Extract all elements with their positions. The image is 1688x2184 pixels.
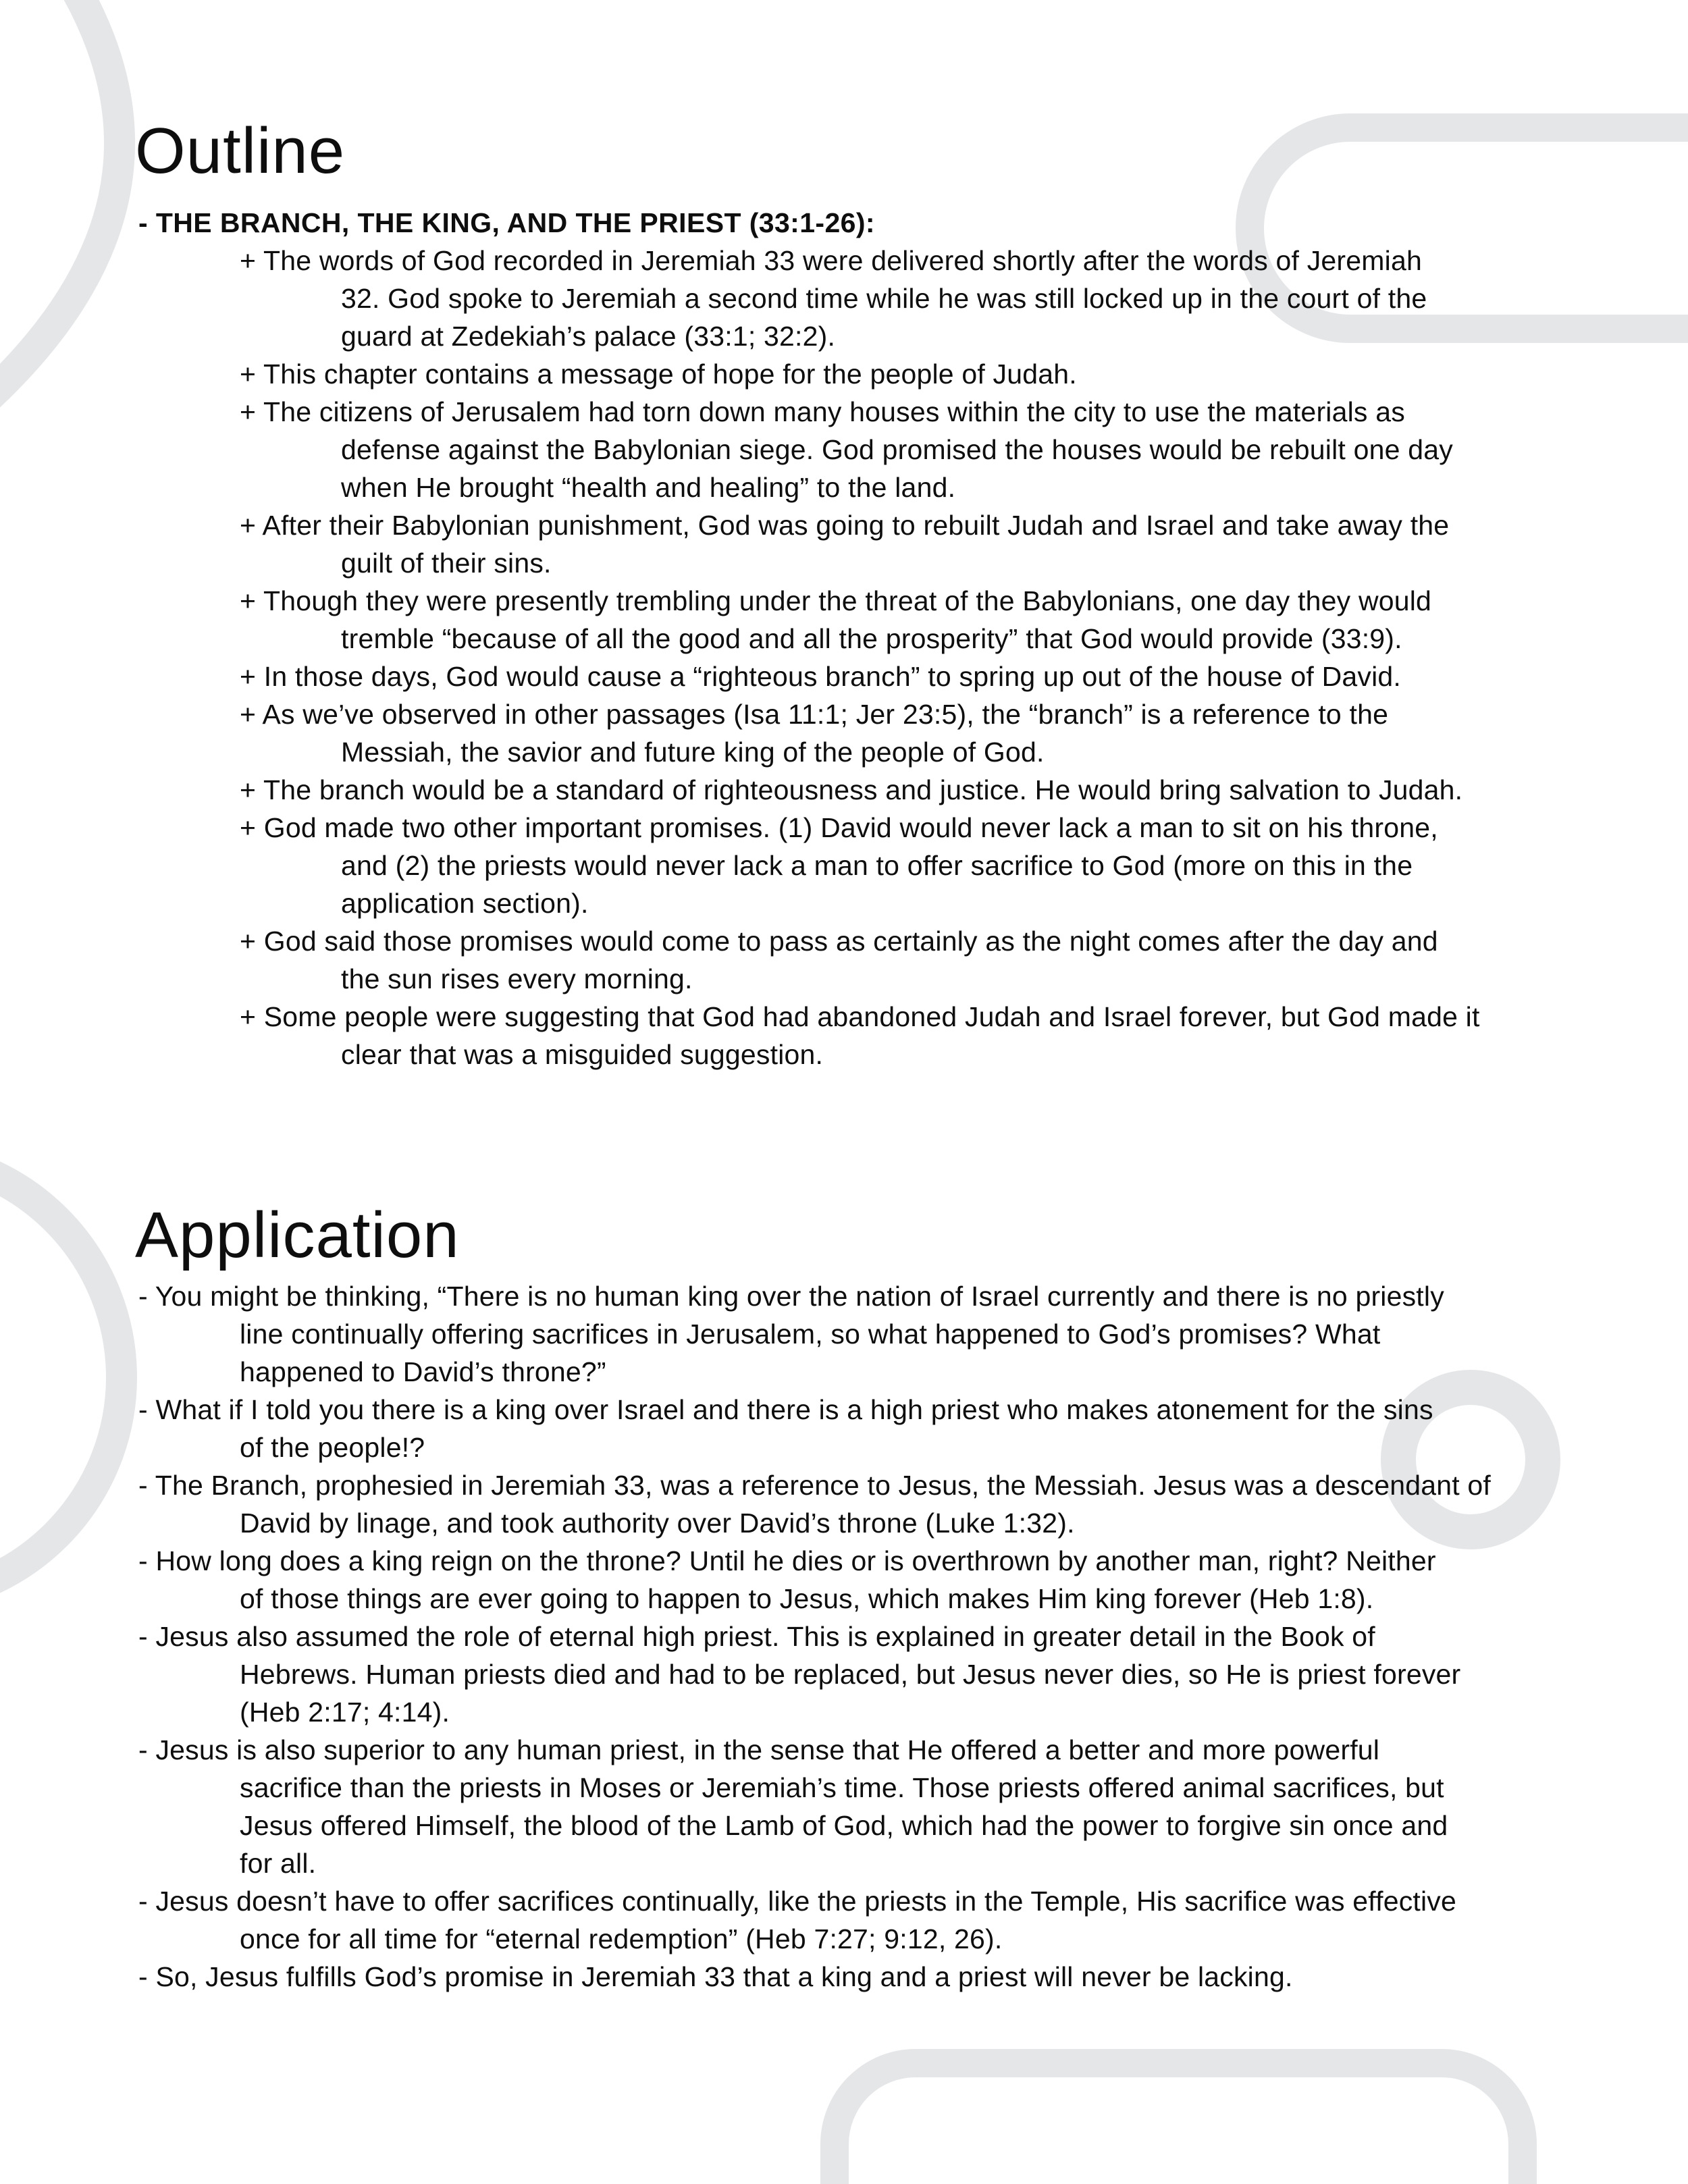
text-line: Hebrews. Human priests died and had to be replaced, but Jesus never dies, so He is priest forever [240, 1659, 1461, 1690]
outline-title: Outline [135, 115, 346, 187]
text-line: - You might be thinking, “There is no human king over the nation of Israel currently and there is no priestly [138, 1281, 1444, 1312]
application-title: Application [135, 1199, 460, 1271]
text-line: when He brought “health and healing” to the land. [341, 472, 956, 503]
text-line: and (2) the priests would never lack a man to offer sacrifice to God (more on this in the [341, 850, 1413, 881]
text-line: line continually offering sacrifices in Jerusalem, so what happened to God’s promises? What [240, 1319, 1381, 1350]
text-line: - How long does a king reign on the throne? Until he dies or is overthrown by another man, right? Neither [138, 1545, 1436, 1576]
text-line: happened to David’s throne?” [240, 1356, 606, 1387]
text-line: David by linage, and took authority over David’s throne (Luke 1:32). [240, 1508, 1075, 1539]
text-line: tremble “because of all the good and all the prosperity” that God would provide (33:9). [341, 623, 1402, 654]
text-line: guilt of their sins. [341, 548, 552, 579]
text-line: application section). [341, 888, 589, 919]
text-line: + God made two other important promises. (1) David would never lack a man to sit on his throne, [240, 812, 1438, 843]
text-line: once for all time for “eternal redemption” (Heb 7:27; 9:12, 26). [240, 1923, 1003, 1954]
text-line: + Some people were suggesting that God had abandoned Judah and Israel forever, but God made it [240, 1001, 1480, 1032]
text-line: - The Branch, prophesied in Jeremiah 33, was a reference to Jesus, the Messiah. Jesus was a descendant of [138, 1470, 1491, 1501]
text-line: - Jesus also assumed the role of eternal high priest. This is explained in greater detail in the Book of [138, 1621, 1375, 1652]
text-line: sacrifice than the priests in Moses or Jeremiah’s time. Those priests offered animal sacrifices, but [240, 1772, 1444, 1803]
text-line: - Jesus doesn’t have to offer sacrifices continually, like the priests in the Temple, His sacrifice was effective [138, 1886, 1457, 1917]
text-line: + After their Babylonian punishment, God was going to rebuilt Judah and Israel and take away the [240, 510, 1450, 541]
text-line: + In those days, God would cause a “righteous branch” to spring up out of the house of David. [240, 661, 1401, 692]
text-line: for all. [240, 1848, 317, 1879]
text-line: 32. God spoke to Jeremiah a second time while he was still locked up in the court of the [341, 283, 1427, 314]
text-line: - So, Jesus fulfills God’s promise in Jeremiah 33 that a king and a priest will never be lacking. [138, 1961, 1293, 1992]
text-line: + The citizens of Jerusalem had torn down many houses within the city to use the materials as [240, 396, 1405, 427]
text-line: clear that was a misguided suggestion. [341, 1039, 824, 1070]
text-line: Jesus offered Himself, the blood of the Lamb of God, which had the power to forgive sin once and [240, 1810, 1448, 1841]
text-line: + God said those promises would come to pass as certainly as the night comes after the day and [240, 926, 1438, 957]
text-line: + As we’ve observed in other passages (Isa 11:1; Jer 23:5), the “branch” is a reference to the [240, 699, 1389, 730]
outline-lines-list [138, 242, 1597, 1073]
text-line: of the people!? [240, 1432, 425, 1463]
application-lines-list [138, 1277, 1597, 1996]
text-line: defense against the Babylonian siege. God promised the houses would be rebuilt one day [341, 434, 1453, 465]
text-line: Messiah, the savior and future king of the people of God. [341, 737, 1045, 768]
application-text-block [138, 1277, 1597, 1996]
text-line: + This chapter contains a message of hope for the people of Judah. [240, 358, 1077, 390]
text-line: + The branch would be a standard of righteousness and justice. He would bring salvation to Judah. [240, 774, 1463, 805]
outline-heading: - THE BRANCH, THE KING, AND THE PRIEST (33:1-26): [138, 207, 875, 238]
text-line: + Though they were presently trembling under the threat of the Babylonians, one day they would [240, 585, 1432, 616]
text-line: the sun rises every morning. [341, 963, 693, 994]
text-line: + The words of God recorded in Jeremiah 33 were delivered shortly after the words of Jeremiah [240, 245, 1422, 276]
text-line: (Heb 2:17; 4:14). [240, 1697, 450, 1728]
outline-text-block [138, 204, 1597, 1073]
text-line: - Jesus is also superior to any human priest, in the sense that He offered a better and more powerful [138, 1734, 1380, 1765]
text-line: guard at Zedekiah’s palace (33:1; 32:2). [341, 321, 836, 352]
text-line: - What if I told you there is a king over Israel and there is a high priest who makes atonement for the sins [138, 1394, 1433, 1425]
text-line: of those things are ever going to happen to Jesus, which makes Him king forever (Heb 1:8). [240, 1583, 1374, 1614]
